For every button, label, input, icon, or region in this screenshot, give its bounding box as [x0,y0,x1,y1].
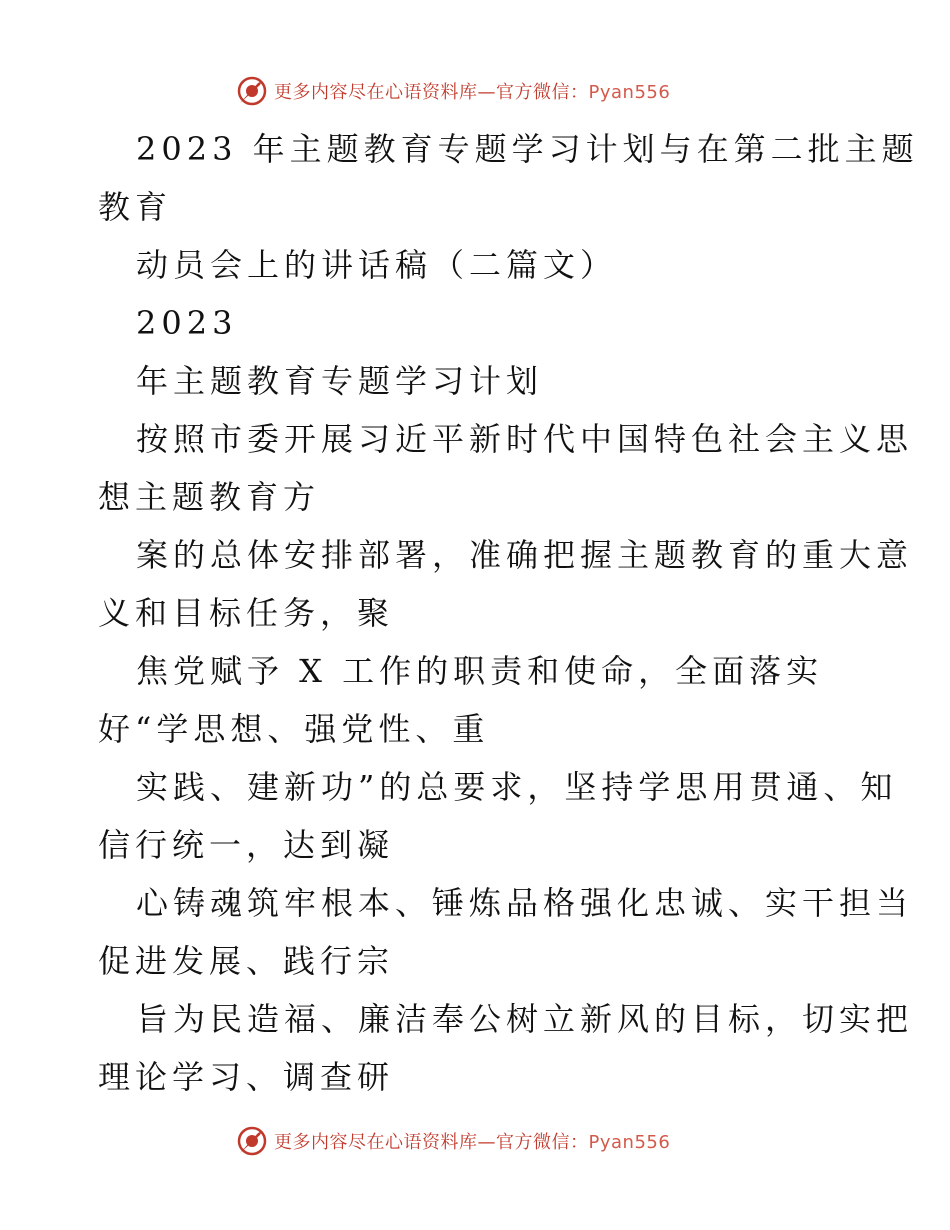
watermark-footer [236,1121,670,1161]
text-line: 促进发展、践行宗 [98,942,395,980]
text-line: 案的总体安排部署，准确把握主题教育的重大意 [136,536,914,574]
quill-pen-logo-icon [236,75,268,107]
watermark-text: 更多内容尽在心语资料库—官方微信：Pyan556 [274,1132,671,1153]
document-body [98,120,919,1106]
text-line: 旨为民造福、廉洁奉公树立新风的目标，切实把 [136,1000,914,1038]
text-line: 动员会上的讲话稿（二篇文） [136,246,618,284]
text-line: 好“学思想、强党性、重 [98,710,490,748]
text-line: 教育 [98,188,173,226]
watermark-header [236,71,670,111]
text-line: 2023 [136,304,238,342]
text-line: 义和目标任务，聚 [98,594,395,632]
watermark-wechat-id: Pyan556 [588,82,671,103]
text-line: 实践、建新功”的总要求，坚持学思用贯通、知 [136,768,898,806]
text-line: 2023 年主题教育专题学习计划与在第二批主题 [136,130,919,168]
quill-pen-logo-icon [236,1125,268,1157]
text-line: 焦党赋予 X 工作的职责和使命，全面落实 [136,652,824,690]
text-line: 想主题教育方 [98,478,321,516]
text-line: 信行统一，达到凝 [98,826,395,864]
text-line: 心铸魂筑牢根本、锤炼品格强化忠诚、实干担当 [136,884,914,922]
text-line: 理论学习、调查研 [98,1058,395,1096]
watermark-wechat-id: Pyan556 [588,1132,671,1153]
text-line: 按照市委开展习近平新时代中国特色社会主义思 [136,420,914,458]
watermark-text: 更多内容尽在心语资料库—官方微信：Pyan556 [274,82,671,103]
text-line: 年主题教育专题学习计划 [136,362,544,400]
